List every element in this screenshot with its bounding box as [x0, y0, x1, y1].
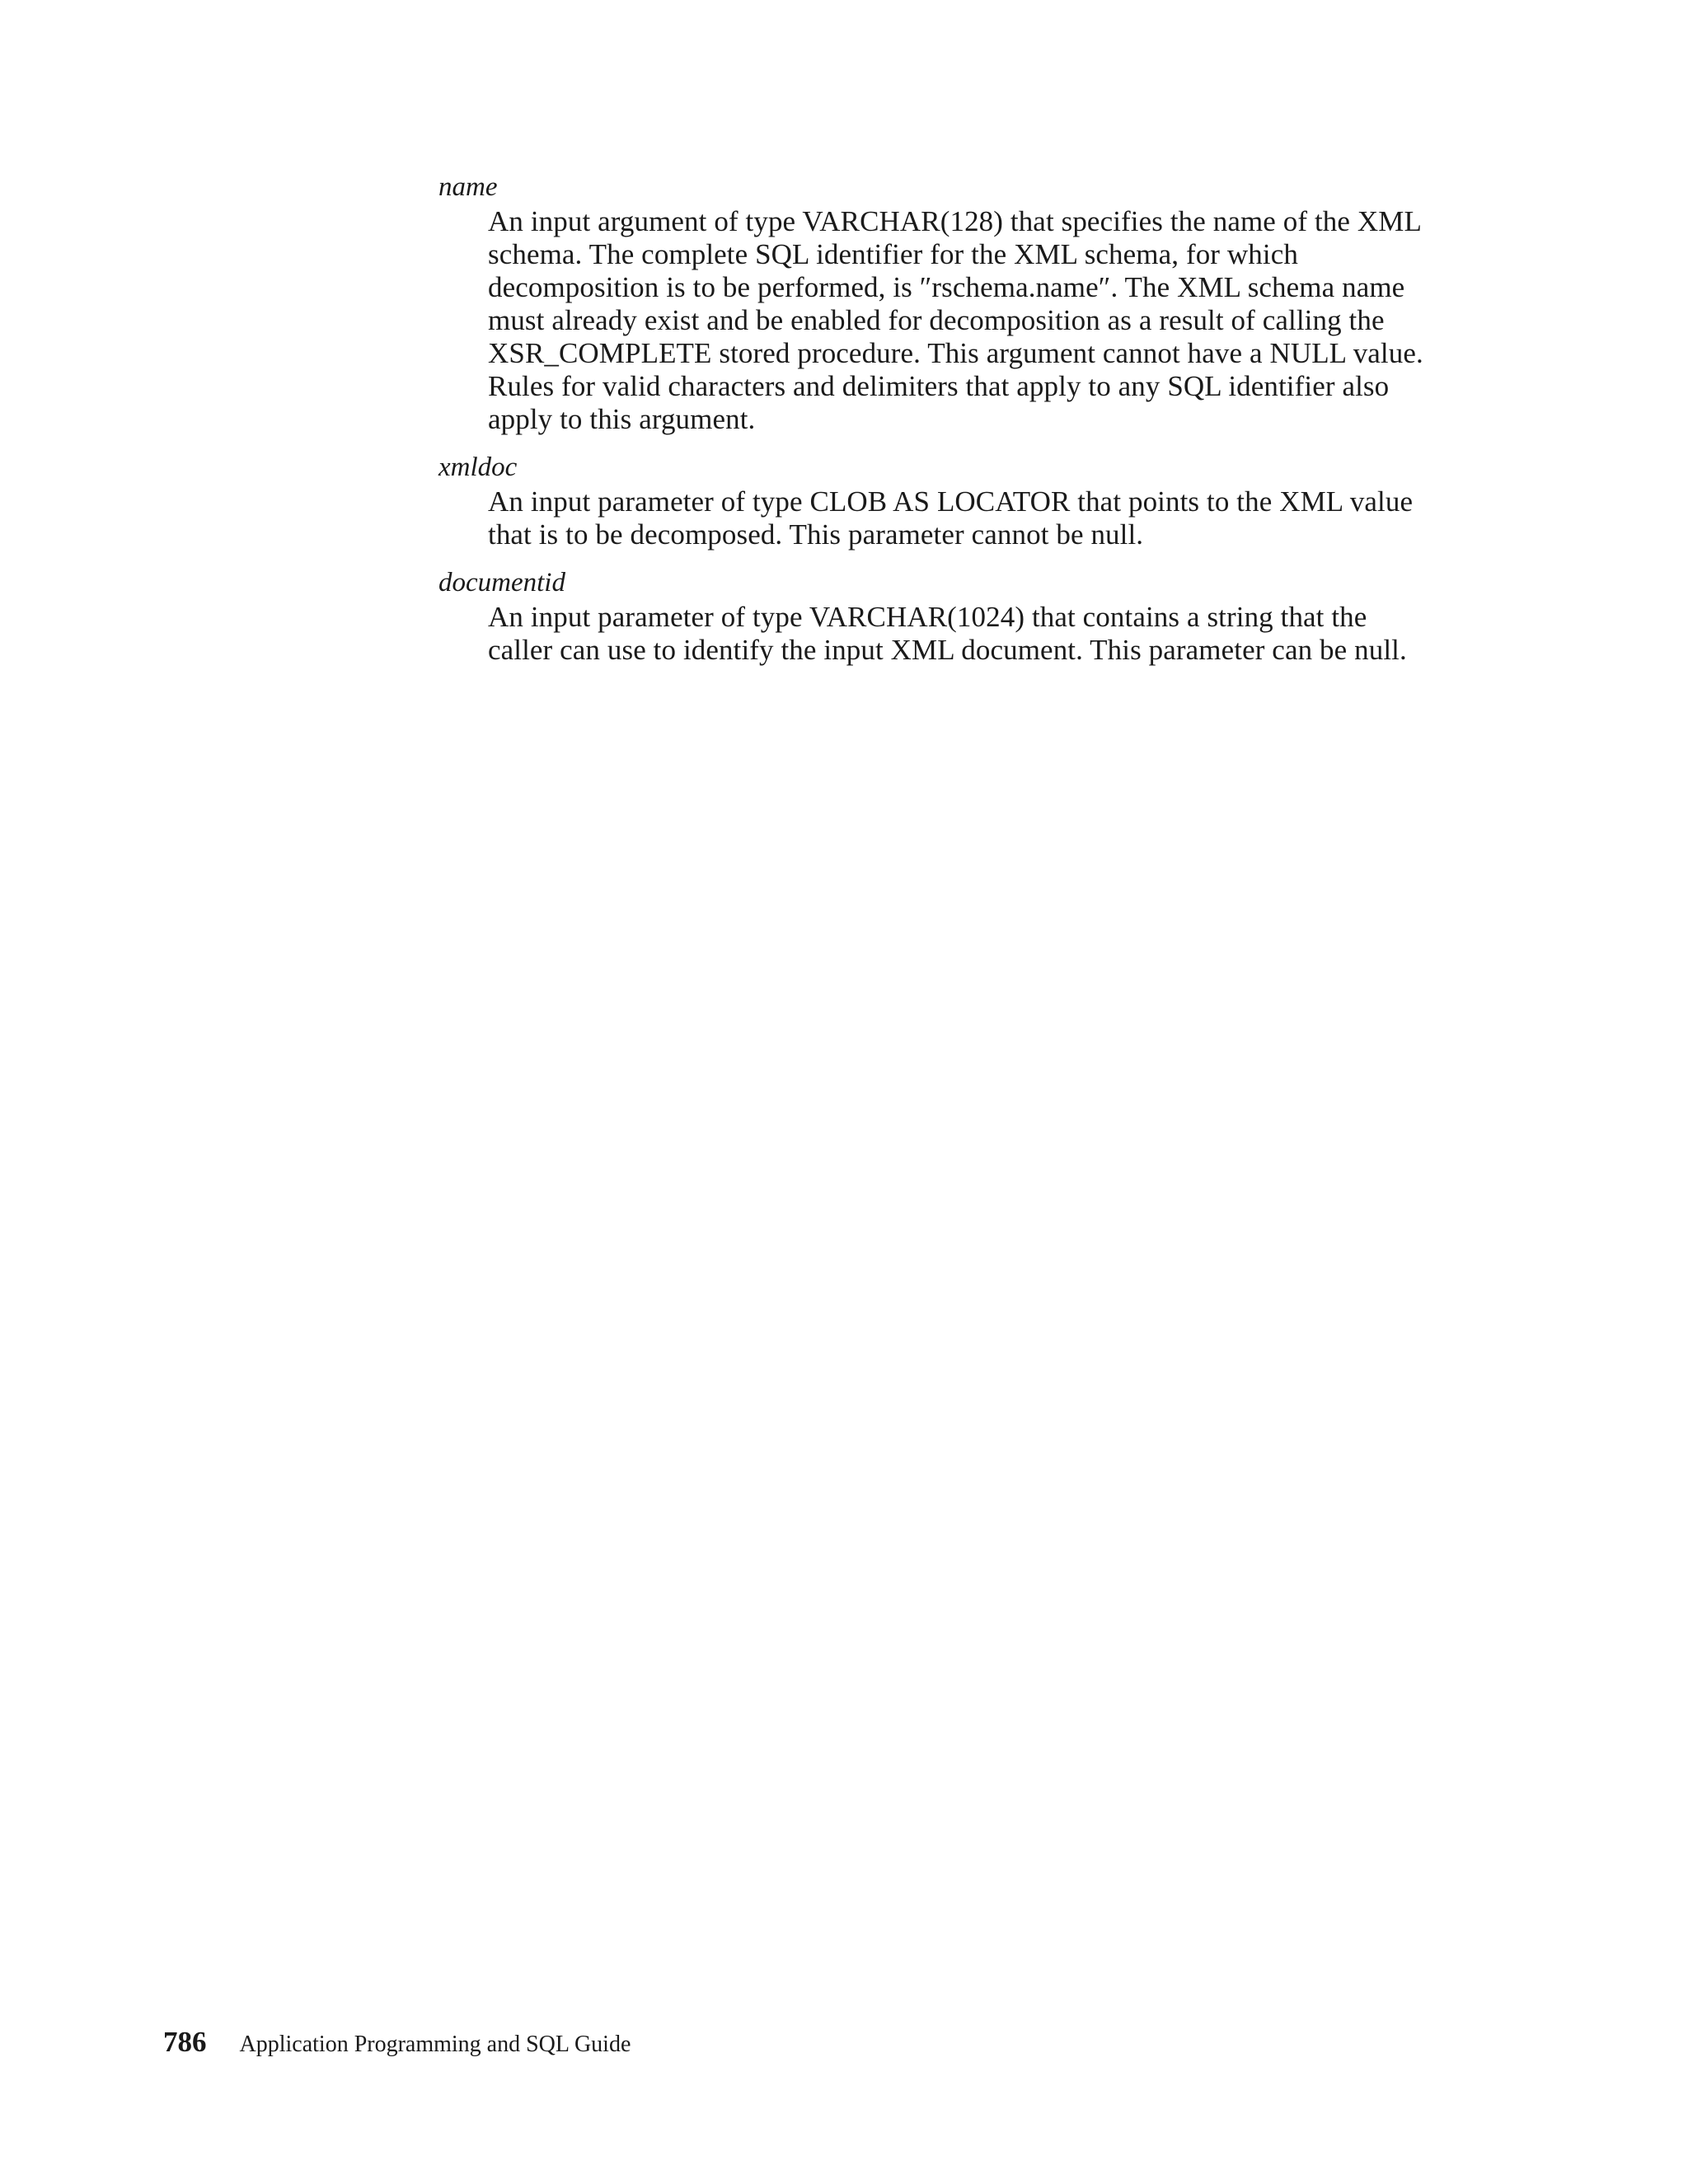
description-line: An input argument of type VARCHAR(128) that specifies the name of the XML: [488, 205, 1422, 237]
description-line: An input parameter of type CLOB AS LOCATOR that points to the XML value: [488, 485, 1414, 518]
description-line: decomposition is to be performed, is ″rschema.name″. The XML schema name: [488, 271, 1405, 303]
parameter-name: [438, 169, 1477, 436]
page-footer: [163, 2026, 631, 2067]
description-line: Rules for valid characters and delimiters that apply to any SQL identifier also: [488, 370, 1390, 402]
description-line: caller can use to identify the input XML document. This parameter can be null.: [488, 634, 1407, 666]
description-line: XSR_COMPLETE stored procedure. This argument cannot have a NULL value.: [488, 337, 1423, 369]
parameter-term: documentid: [438, 568, 565, 598]
parameter-description: [488, 205, 1477, 436]
parameter-description: [488, 485, 1477, 551]
parameter-documentid: [438, 565, 1477, 667]
parameter-list: [438, 169, 1477, 680]
description-line: An input parameter of type VARCHAR(1024) that contains a string that the: [488, 601, 1367, 633]
page-number: 786: [163, 2026, 207, 2058]
description-line: that is to be decomposed. This parameter cannot be null.: [488, 518, 1144, 551]
description-line: apply to this argument.: [488, 403, 756, 435]
description-line: must already exist and be enabled for decomposition as a result of calling the: [488, 304, 1385, 336]
parameter-xmldoc: [438, 449, 1477, 551]
parameter-term: xmldoc: [438, 452, 518, 482]
parameter-description: [488, 601, 1477, 667]
description-line: schema. The complete SQL identifier for the XML schema, for which: [488, 238, 1298, 270]
parameter-term: name: [438, 172, 498, 202]
book-title: Application Programming and SQL Guide: [239, 2032, 631, 2057]
